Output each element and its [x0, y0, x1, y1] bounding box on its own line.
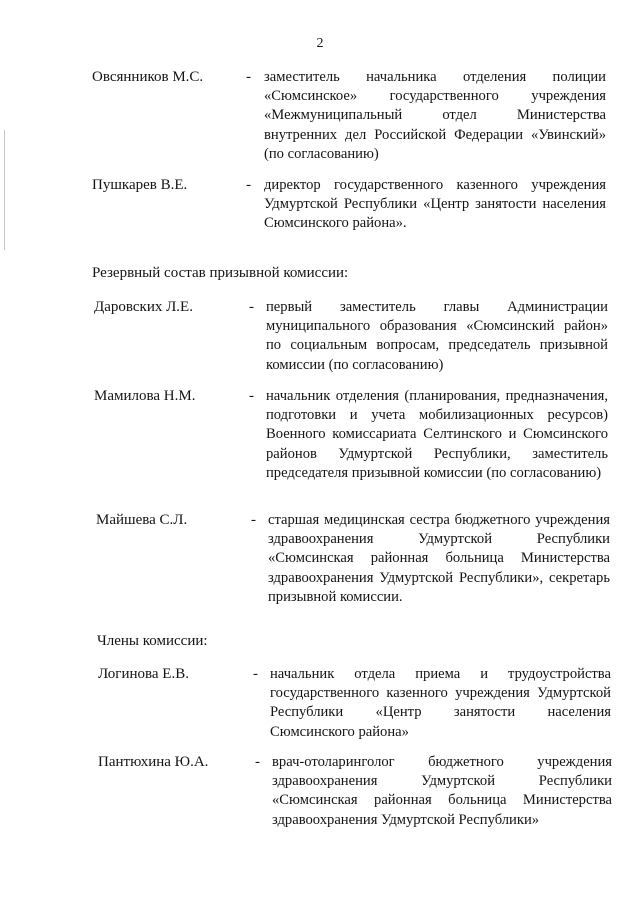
member-description: директор государственного казенного учреждения Удмуртской Республики «Центр занятости населения Сюмсинского района». [264, 177, 606, 232]
member-name: Мамилова Н.М. [94, 388, 196, 404]
member-dash: - [246, 69, 251, 85]
member-name: Логинова Е.В. [98, 666, 189, 682]
member-description: старшая медицинская сестра бюджетного учреждения здравоохранения Удмуртской Республики «Сюмсинская районная больница Министерства здравоохранения Удмуртской Республики», секретарь призывной комиссии. [268, 512, 610, 605]
member-name: Даровских Л.Е. [94, 299, 193, 315]
members-section-title: Члены комиссии: [97, 633, 208, 649]
member-name: Пантюхина Ю.А. [98, 754, 209, 770]
member-dash: - [255, 754, 260, 770]
member-dash: - [251, 512, 256, 528]
member-description: первый заместитель главы Администрации муниципального образования «Сюмсинский район» по социальным вопросам, председатель призывной комиссии (по согласованию) [266, 299, 608, 373]
member-dash: - [249, 388, 254, 404]
member-name: Пушкарев В.Е. [92, 177, 188, 193]
member-description: заместитель начальника отделения полиции «Сюмсинское» государственного учреждения «Межмуниципальный отдел Министерства внутренних дел Российской Федерации «Увинский» (по согласованию) [264, 69, 606, 162]
member-dash: - [246, 177, 251, 193]
member-name: Майшева С.Л. [96, 512, 188, 528]
member-description: врач-отоларинголог бюджетного учреждения здравоохранения Удмуртской Республики «Сюмсинская районная больница Министерства здравоохранения Удмуртской Республики» [272, 754, 612, 828]
member-description: начальник отделения (планирования, предназначения, подготовки и учета мобилизационных ресурсов) Военного комиссариата Селтинского и Сюмсинского районов Удмуртской Республики, заместитель председателя призывной комиссии (по согласованию) [266, 388, 608, 481]
member-description: начальник отдела приема и трудоустройства государственного казенного учреждения Удмуртской Республики «Центр занятости населения Сюмсинского района» [270, 666, 611, 740]
left-margin-line [4, 130, 5, 250]
reserve-section-title: Резервный состав призывной комиссии: [92, 265, 349, 281]
member-dash: - [253, 666, 258, 682]
member-name: Овсянников М.С. [92, 69, 204, 85]
member-dash: - [249, 299, 254, 315]
page-number: 2 [316, 36, 324, 51]
